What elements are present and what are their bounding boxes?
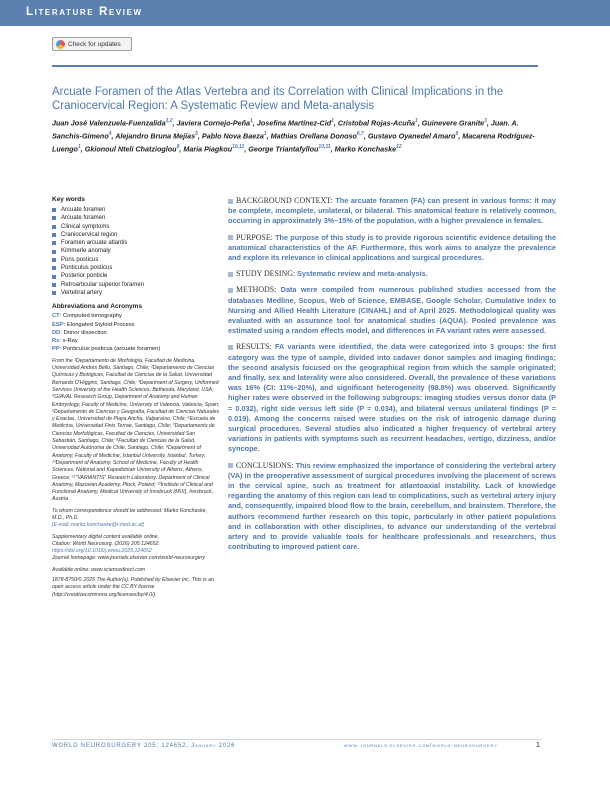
abbreviation-term: Rx: [52, 338, 60, 345]
abbreviation-term: DD: [52, 329, 61, 336]
keyword-text: Arcuate foramen: [61, 207, 106, 213]
section-banner: [0, 0, 610, 26]
abstract-section: [228, 196, 556, 227]
author-name: Macarena Rodríguez-Luengo: [52, 131, 535, 154]
abbreviation-term: PP: [52, 346, 60, 353]
author-name: Juan. A. Sanchis-Gimeno: [52, 118, 519, 141]
square-bullet-icon: [52, 291, 56, 295]
author-name: George Triantafyllou: [248, 144, 319, 154]
author-affiliation-ref: 1,2: [165, 118, 173, 124]
keyword-text: Craniocervical region: [61, 231, 118, 238]
author-name: Mathias Orellana Donoso: [270, 131, 357, 141]
author-affiliation-ref: 5: [195, 130, 198, 137]
abstract-section: [228, 233, 556, 264]
abbreviation-definition: : Elongated Styloid Process: [63, 321, 135, 328]
author-name: Josefina Martínez-Cid: [256, 118, 332, 128]
abbreviation-row: [52, 337, 220, 345]
keyword-text: Foramen arcuate atlantis: [61, 240, 128, 247]
author-name: Guinevere Granite: [421, 118, 485, 128]
author-affiliation-ref: 1: [250, 118, 253, 124]
author-affiliation-ref: 8: [455, 130, 459, 137]
author-affiliation-ref: 6,7: [356, 130, 364, 137]
square-bullet-icon: [52, 208, 56, 212]
keyword-text: Ponticulus posticus: [61, 265, 113, 272]
square-bullet-icon: [52, 266, 56, 270]
keyword-text: Clinical symptoms: [61, 223, 110, 230]
abstract-section-label: CONCLUSIONS:: [236, 460, 294, 470]
citation-text: Citation: World Neurosurg. (2026) 205:124652.: [52, 540, 160, 547]
keyword-item: [52, 239, 220, 247]
correspondence-email[interactable]: [E-mail: marko.konchaske@i-med.ac.at]: [52, 522, 145, 529]
abstract-section: [228, 461, 556, 553]
author-affiliation-ref: 10,11: [232, 143, 245, 150]
author-name: Gkionoul Nteli Chatzioglou: [84, 144, 177, 154]
keyword-item: [52, 206, 220, 214]
author-affiliation-ref: 4: [108, 130, 112, 137]
square-bullet-icon: [52, 241, 56, 245]
author-affiliation-ref: 9: [176, 143, 180, 150]
keyword-text: Posterior ponticle: [61, 273, 108, 280]
supplementary-note: [52, 534, 220, 563]
square-bullet-icon: [52, 250, 56, 254]
abbreviation-row: [52, 312, 220, 320]
abstract-section: [228, 285, 556, 336]
abstract-section-label: RESULTS:: [236, 342, 272, 352]
availability: [52, 567, 220, 599]
abstract-section-body: The purpose of this study is to provide rigorous scientific evidence detailing the anatomical characteristics of the AF. Furthermore, this work aims to analyze the prevalence and explore its relevance in clinical applications and surgical procedures.: [228, 232, 556, 263]
sidebar-column: [52, 196, 220, 599]
abstract-section-label: PURPOSE:: [236, 232, 273, 242]
author-name: Pablo Nova Baeza: [201, 131, 264, 141]
author-name: Maria Piagkou: [183, 144, 233, 154]
abstract-section-label: BACKGROUND CONTEXT:: [236, 196, 333, 205]
crossmark-icon: [56, 40, 65, 49]
footer-journal: WORLD NEUROSURGERY 205: 124652, January 2026: [52, 743, 236, 749]
author-name: Javiera Cornejo-Peña: [176, 118, 251, 128]
doi-link[interactable]: https://doi.org/10.1016/j.wneu.2025.124652: [52, 548, 152, 555]
correspondence-text: To whom correspondence should be addressed: Marko Konchaske, M.D., Ph.D.: [52, 507, 207, 521]
square-bullet-icon: [52, 225, 56, 229]
journal-homepage[interactable]: Journal homepage: www.journals.elsevier.com/world-neurosurgery: [52, 555, 205, 562]
abbreviation-term: CT: [52, 313, 60, 320]
author-list: Juan José Valenzuela-Fuenzalida$^{1,2}$, Javiera Cornejo-Peña$^1$, Josefina Martínez-Cid$^1$, Cristobal Rojas-Acuña$^1$, Guinevere Granite$^3$, Juan. A. Sanchis-Gimeno$^4$, Alejandro Bruna Mejías$^5$, Pablo Nova Baeza$^1$, Mathias Orellana Donoso$^{6,7}$, Gustavo Oyanedel Amaro$^8$, Macarena Rodríguez-Luengo$^1$, Gkionoul Nteli Chatzioglou$^9$, Maria Piagkou$^{10,11}$, George Triantafyllou$^{10,11}$, Marko Konchaske$^{12}$: [52, 118, 535, 154]
footer-url[interactable]: www.journals.elsevier.com/world-neurosurgery: [344, 743, 498, 749]
abstract-section-body: This review emphasized the importance of considering the vertebral artery (VA) in the preoperative assessment of surgical procedures involving the placement of screws in the cervical spine, such as treatment for atlantoaxial instability. Lack of knowledge regarding the anatomy of this region can lead to complications, such as vertebral artery injury and, consequently, impaired blood flow to the brain, cerebellum, and brainstem. Therefore, the authors recommend further research on this topic, particularly in other patient populations and in collaboration with other disciplines, to advance our understanding of the vertebral artery and to provide valuable tools for healthcare professionals and researchers, thus contributing to improved patient care.: [228, 460, 556, 552]
keyword-item: [52, 231, 220, 239]
author-affiliation-ref: 1: [331, 118, 334, 124]
keyword-item: [52, 281, 220, 289]
keywords-list: [52, 206, 220, 297]
keyword-item: [52, 272, 220, 280]
author-name: Cristobal Rojas-Acuña: [337, 118, 415, 128]
author-affiliation-ref: 3: [484, 118, 487, 124]
keyword-text: Retroarticular superior foramen: [61, 281, 145, 288]
keyword-item: [52, 214, 220, 222]
supplementary-text: Supplementary digital content available online.: [52, 533, 159, 540]
square-bullet-icon: [52, 258, 56, 262]
abstract-section-body: Data were compiled from numerous published studies accessed from the databases Medline, Scopus, Web of Science, EMBASE, Google Scholar, Cumulative Index to Nursing and Allied Health Literature (CINAHL) and of April 2025. Methodological quality was evaluated with an assurance tool for anatomical studies (AQUA). Pooled prevalence was estimated using a random effects model, and differences in FA variant rates were assessed.: [228, 285, 556, 336]
abstract-section-body: Systematic review and meta-analysis.: [297, 269, 428, 279]
keyword-text: Vertebral artery: [61, 289, 103, 296]
keyword-text: Pons posticus: [61, 256, 99, 263]
footer-divider: [52, 739, 542, 740]
keyword-item: [52, 256, 220, 264]
author-affiliation-ref: 1: [415, 118, 418, 124]
title-divider: [52, 65, 538, 67]
section-marker-icon: [228, 199, 233, 204]
keyword-text: Kimmerle anomaly: [61, 248, 111, 255]
square-bullet-icon: [52, 275, 56, 279]
abstract-section-label: STUDY DESING:: [236, 269, 296, 279]
section-marker-icon: [228, 288, 233, 293]
author-affiliation-ref: 1: [263, 130, 267, 137]
author-name: Alejandro Bruna Mejías: [115, 131, 196, 141]
author-name: Marko Konchaske: [334, 144, 397, 154]
keyword-item: [52, 223, 220, 231]
page-number: 1: [536, 742, 540, 749]
abbreviations-heading: Abbreviations and Acronyms: [52, 303, 143, 311]
abstract-section: [228, 342, 556, 454]
keyword-item: [52, 289, 220, 297]
section-marker-icon: [228, 345, 233, 350]
abbreviation-term: ESP: [52, 321, 64, 328]
author-name: Gustavo Oyanedel Amaro: [367, 131, 456, 141]
abstract-section: [228, 269, 556, 279]
keywords-heading: Key words: [52, 196, 85, 203]
correspondence: [52, 508, 220, 530]
abbreviations-list: [52, 312, 220, 353]
abbreviation-definition: : Computed tomography: [59, 313, 122, 320]
check-for-updates-label: Check for updates: [68, 40, 121, 48]
abbreviation-definition: : x-Ray: [59, 338, 78, 345]
check-for-updates-button[interactable]: [52, 37, 132, 51]
keyword-item: [52, 264, 220, 272]
keyword-item: [52, 247, 220, 255]
abbreviation-row: [52, 345, 220, 353]
abbreviation-definition: : Ponticulus posticus (arcuate foramen): [59, 346, 161, 353]
author-affiliation-ref: 1: [77, 143, 81, 150]
section-marker-icon: [228, 235, 233, 240]
banner-label: Literature Review: [26, 6, 143, 18]
abstract-section-body: The arcuate foramen (FA) can present in various forms: it may be complete, incomplete, unilateral, or bilateral. This anatomical feature is relatively common, occurring in approximately 3%–15% of the population, with a higher prevalence in females.: [228, 196, 556, 226]
abstract-section-label: METHODS:: [236, 285, 277, 295]
keyword-text: Arcuate foramen: [61, 215, 106, 222]
abbreviation-row: [52, 321, 220, 329]
section-marker-icon: [228, 272, 233, 277]
square-bullet-icon: [52, 216, 56, 220]
abbreviation-definition: : Donor dissection: [60, 329, 107, 336]
available-online[interactable]: Available online: www.sciencedirect.com: [52, 566, 146, 573]
author-affiliation-ref: 12: [396, 143, 402, 150]
square-bullet-icon: [52, 233, 56, 237]
affiliations-text: From the ¹Departamento de Morfología, Facultad de Medicina, Universidad Andrés Bello, Santiago, Chile; ²Departamento de Ciencias Químicas y Biológicas, Facultad de Ciencias de la Salud, Universidad Bernardo O'Higgins, Santiago, Chile; ³Department of Surgery, Uniformed Services University of the Health Sciences, Bethesda, Maryland, USA; ⁴GIAVAL Research Group, Department of Anatomy and Human Embryology, Faculty of Medicine, University of Valencia, Valencia, Spain; ⁵Departamento de Ciencias y Geografía, Facultad de Ciencias Naturales y Exactas, Universidad de Playa Ancha, Valparaíso, Chile; ⁶Escuela de Medicina, Universidad Finis Terrae, Santiago, Chile; ⁷Departamento de Ciencias Morfológicas, Facultad de Ciencias, Universidad San Sebastián, Santiago, Chile; ⁸Facultad de Ciencias de la Salud, Universidad Autónoma de Chile, Santiago, Chile; ⁹Department of Anatomy, Faculty of Medicine, Istanbul University, Istanbul, Turkey; ¹⁰Department of Anatomy, School of Medicine, Faculty of Health Sciences, National and Kapodistrian University of Athens, Athens, Greece; ¹¹"VARIANTIS" Research Laboratory, Department of Clinical Anatomy, Mazovian Academy, Płock, Poland; ¹²Institute of Clinical and Functional Anatomy, Medical University of Innsbruck (MUI), Innsbruck, Austria: [52, 357, 220, 503]
author-name: Juan José Valenzuela-Fuenzalida: [52, 118, 166, 128]
author-affiliation-ref: 10,11: [318, 143, 331, 150]
section-marker-icon: [228, 463, 233, 468]
article-title: Arcuate Foramen of the Atlas Vertebra and its Correlation with Clinical Implications in the Craniocervical Region: A Systematic Review and Meta-analysis: [52, 86, 504, 112]
abbreviation-row: [52, 329, 220, 337]
square-bullet-icon: [52, 283, 56, 287]
abstract: [228, 196, 556, 559]
abstract-section-body: FA variants were identified, the data were categorized into 3 groups: the first category was the type of sample, divided into cadaver donor samples and imaging findings; the second analysis focused on the geographical region from which the sample originated; and finally, sex and laterality were also considered. Overall, the prevalence of these variations was 16% (CI: 11%–20%), and significant heterogeneity (98.8%) was observed. Significantly higher rates were observed in the following subgroups: imaging studies versus donor data (P = 0.032), right side versus left side (P = 0.034), and bilateral versus unilateral findings (P = 0.019). Among the concerns raised were studies on the risk of iatrogenic damage during surgical procedures. Several studies also indicated a higher frequency of vertebral artery variations in patients with symptoms such as recurrent headaches, vertigo, dizziness, and/or syncope.: [228, 342, 556, 454]
copyright-text: 1878-8750/© 2025 The Author(s). Published by Elsevier Inc. This is an open access article under the CC BY license (http://creativecommons.org/licenses/by/4.0/).: [52, 577, 214, 598]
